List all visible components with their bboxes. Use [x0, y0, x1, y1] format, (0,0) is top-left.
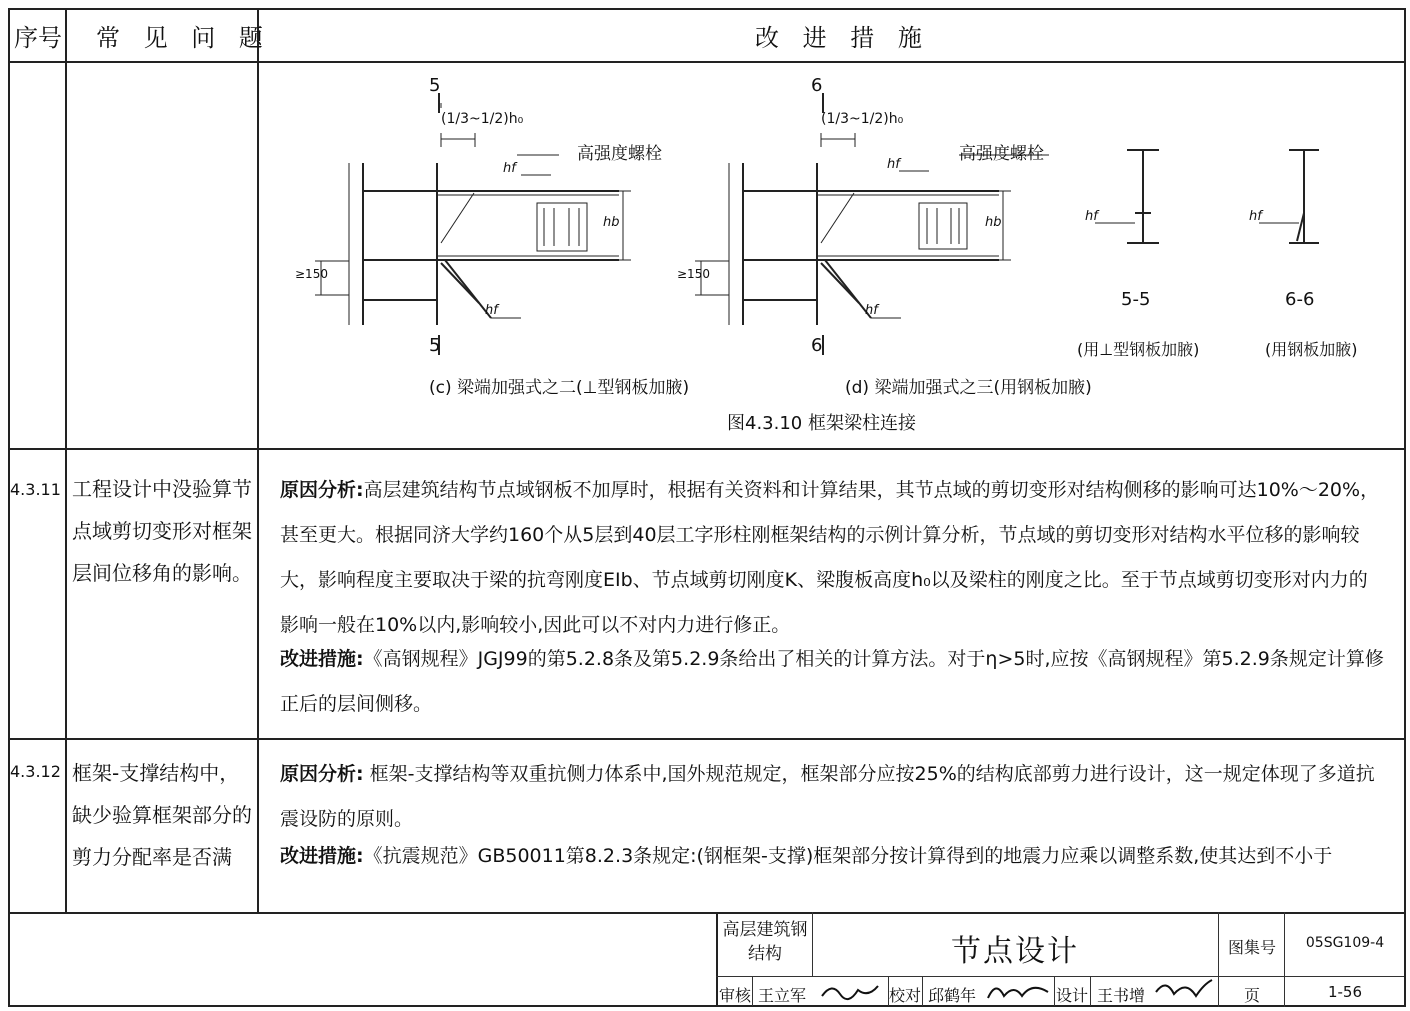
measure-label: 改进措施: — [280, 648, 364, 670]
dim-top-c: (1/3~1/2)h₀ — [441, 111, 524, 127]
checker-signature — [984, 978, 1052, 1004]
tb-reviewer: 王立军 — [757, 986, 806, 1005]
reason-label: 原因分析: — [280, 479, 364, 501]
figure-4-3-10 — [259, 63, 1403, 447]
bolt-label-c: 高强度螺栓 — [577, 144, 662, 164]
measure-text: 《高钢规程》JGJ99的第5.2.8条及第5.2.9条给出了相关的计算方法。对于η>5时,应按《高钢规程》第5.2.9条规定计算修正后的层间侧移。 — [280, 648, 1384, 715]
hf-label-55: hf — [1085, 209, 1098, 224]
caption-d: (d) 梁端加强式之三(用钢板加腋) — [845, 378, 1092, 398]
section-mark-c-bottom: 5 — [429, 335, 441, 356]
row-divider-1 — [8, 448, 1406, 450]
tb-check-label: 校对 — [888, 986, 921, 1005]
row-measure — [280, 637, 1385, 727]
tb-divider — [1090, 976, 1091, 1006]
figure-title: 图4.3.10 框架梁柱连接 — [727, 413, 916, 434]
row-measure — [280, 834, 1385, 879]
tb-divider — [1218, 912, 1219, 1007]
tb-review-label: 审核 — [718, 986, 751, 1005]
dim-top-d: (1/3~1/2)h₀ — [821, 111, 904, 127]
table-left-border — [8, 8, 10, 1007]
row-id: 4.3.12 — [10, 762, 61, 781]
row-divider-3 — [8, 912, 1406, 914]
hf-label-d-1: hf — [887, 157, 900, 172]
tb-page-label: 页 — [1243, 986, 1260, 1005]
tb-designer: 王书增 — [1096, 986, 1145, 1005]
section-5-5 — [1095, 150, 1159, 243]
measure-text: 《抗震规范》GB50011第8.2.3条规定:(钢框架-支撑)框架部分按计算得到的地震力应乘以调整系数,使其达到不小于 — [363, 845, 1333, 867]
bolt-label-d: 高强度螺栓 — [959, 144, 1044, 164]
section-55-title: 5-5 — [1121, 289, 1151, 310]
section-mark-c-top: 5 — [429, 75, 441, 96]
table-bottom-border — [8, 1005, 1406, 1007]
table-top-border — [8, 8, 1406, 10]
hf-label-66: hf — [1249, 209, 1262, 224]
tb-row-divider — [716, 976, 1404, 977]
section-6-6 — [1259, 150, 1319, 243]
row-reason — [280, 468, 1385, 648]
tb-page-no: 1-56 — [1327, 983, 1363, 1001]
section-mark-d-top: 6 — [811, 75, 823, 96]
tb-design-label: 设计 — [1055, 986, 1088, 1005]
tb-checker: 邱鹤年 — [927, 986, 976, 1005]
tb-title: 节点设计 — [951, 934, 1079, 969]
hb-label-c: hb — [603, 215, 620, 230]
row-divider-2 — [8, 738, 1406, 740]
hf-label-d-2: hf — [865, 303, 878, 318]
detail-c — [315, 93, 631, 355]
designer-signature — [1152, 976, 1216, 1004]
tb-category: 高层建筑钢结构 — [722, 920, 808, 964]
col-divider-1 — [65, 8, 67, 914]
dim-150-c: ≥150 — [295, 267, 328, 281]
tb-divider — [752, 976, 753, 1006]
hf-label-c-1: hf — [503, 161, 516, 176]
section-66-note: (用钢板加腋) — [1265, 340, 1358, 359]
caption-c: (c) 梁端加强式之二(⊥型钢板加腋) — [429, 378, 690, 398]
tb-divider — [1284, 912, 1285, 1007]
reason-text: 框架-支撑结构等双重抗侧力体系中,国外规范规定，框架部分应按25%的结构底部剪力进行设计，这一规定体现了多道抗震设防的原则。 — [280, 763, 1375, 830]
reason-label: 原因分析: — [280, 763, 364, 785]
table-right-border — [1404, 8, 1406, 1007]
hf-label-c-2: hf — [485, 303, 498, 318]
tb-atlas-label: 图集号 — [1227, 938, 1276, 957]
reason-text: 高层建筑结构节点域钢板不加厚时，根据有关资料和计算结果，其节点域的剪切变形对结构侧移的影响可达10%～20%，甚至更大。根据同济大学约160个从5层到40层工字形柱刚框架结构的示例计算分析，节点域的剪切变形对结构水平位移的影响较大，影响程度主要取决于梁的抗弯刚度EIb、节点域剪切刚度K、梁腹板高度h₀以及梁柱的刚度之比。至于节点域剪切变形对内力的影响一般在10%以内,影响较小,因此可以不对内力进行修正。 — [280, 479, 1380, 636]
hb-label-d: hb — [985, 215, 1002, 230]
section-55-note: (用⊥型钢板加腋) — [1077, 340, 1200, 359]
measure-label: 改进措施: — [280, 845, 364, 867]
reviewer-signature — [818, 978, 884, 1004]
header-col-no: 序号 — [14, 24, 62, 52]
tb-atlas-no: 05SG109-4 — [1305, 935, 1385, 951]
section-mark-d-bottom: 6 — [811, 335, 823, 356]
tb-divider — [922, 976, 923, 1006]
row-problem: 框架-支撑结构中，缺少验算框架部分的剪力分配率是否满 — [72, 761, 252, 869]
row-id: 4.3.11 — [10, 480, 61, 499]
header-col-problem: 常 见 问 题 — [96, 24, 271, 52]
dim-150-d: ≥150 — [677, 267, 710, 281]
row-reason — [280, 752, 1385, 842]
section-66-title: 6-6 — [1285, 289, 1315, 310]
row-problem: 工程设计中没验算节点域剪切变形对框架层间位移角的影响。 — [72, 477, 252, 585]
header-col-measure: 改 进 措 施 — [755, 24, 930, 52]
